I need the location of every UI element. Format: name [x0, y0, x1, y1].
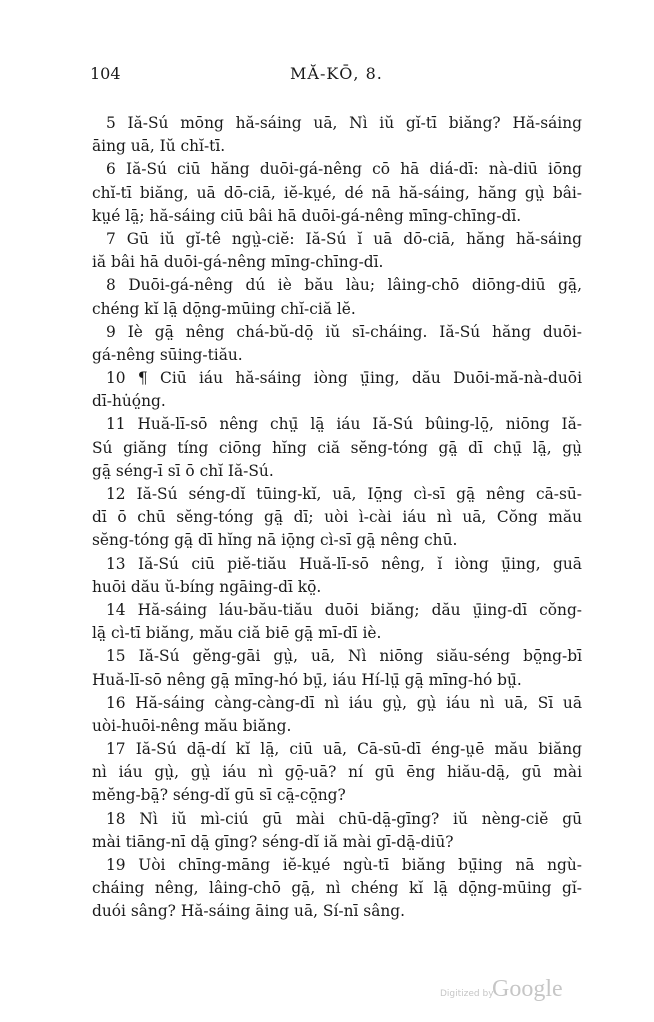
running-title: MĂ-KŌ, 8.: [290, 64, 383, 83]
text-line: Sú giăng tíng ciōng hĭng ciă sĕng-tóng gā̤ dī chṳ̄ lā̤, gṳ̀: [92, 438, 582, 457]
page-number: 104: [90, 64, 121, 83]
text-line: 10 ¶ Ciū iáu hă-sáing iòng ṳ̄ing, dău Duōi-mă-nà-duōi: [106, 369, 582, 388]
text-line: uòi-huōi-nêng mău biăng.: [92, 716, 292, 735]
text-line: 17 Iă-Sú dā̤-dí kĭ lā̤, ciū uā, Cā-sū-dī éng-ṳē mău biăng: [106, 740, 582, 759]
google-logo: Google: [492, 976, 563, 1002]
text-line: 13 Iă-Sú ciū piĕ-tiău Huă-lī-sō nêng, ĭ iòng ṳ̄ing, guā: [106, 554, 582, 573]
text-line: 15 Iă-Sú gĕng-gāi gṳ̀, uā, Nì niōng siău-séng bō̤ng-bī: [106, 647, 582, 666]
text-line: 9 Iè gā̤ nêng chá-bŭ-dō̤ iŭ sī-cháing. Iă-Sú hăng duōi-: [106, 322, 582, 341]
text-line: Huă-lī-sō nêng gā̤ mīng-hó bṳ̄, iáu Hí-lṳ̄ gā̤ mīng-hó bṳ̄.: [92, 670, 522, 689]
text-line: āing uā, Iŭ chĭ-tī.: [92, 137, 226, 156]
text-line: sĕng-tóng gā̤ dī hĭng nā iō̤ng cì-sī gā̤ nêng chū.: [92, 531, 458, 550]
watermark-prefix: Digitized by: [440, 989, 494, 999]
text-line: 11 Huă-lī-sō nêng chṳ̄ lā̤ iáu Iă-Sú bûing-lō̤, niōng Iă-: [106, 415, 582, 434]
text-line: nì iáu gṳ̀, gṳ̀ iáu nì gō̤-uā? ní gū ēng hiău-dā̤, gū mài: [92, 763, 582, 782]
text-line: 14 Hă-sáing láu-bău-tiău duōi biăng; dău ṳ̄ing-dī cŏng-: [106, 600, 582, 619]
text-line: 16 Hă-sáing càng-càng-dī nì iáu gṳ̀, gṳ̀ iáu nì uā, Sī uā: [106, 693, 582, 712]
text-line: 7 Gū iŭ gĭ-tê ngṳ̀-ciĕ: Iă-Sú ĭ uā dō-ciā, hăng hă-sáing: [106, 229, 582, 248]
digitized-by-google-watermark: [440, 976, 580, 1006]
text-line: 19 Uòi chīng-māng iĕ-kṳé ngù-tī biăng bṳ̄ing nā ngù-: [106, 856, 582, 874]
text-line: gā̤ séng-ī sī ō chĭ Iă-Sú.: [92, 461, 274, 480]
text-line: 12 Iă-Sú séng-dĭ tūing-kĭ, uā, Iō̤ng cì-sī gā̤ nêng cā-sū-: [106, 485, 582, 503]
text-line: mĕng-bā̤? séng-dĭ gū sī cā̤-cō̤ng?: [92, 786, 346, 805]
text-line: lā̤ cì-tī biăng, mău ciă biē gā̤ mī-dī iè.: [92, 624, 382, 643]
text-line: mài tiāng-nī dā̤ gīng? séng-dĭ iă mài gī-dā̤-diū?: [92, 832, 454, 851]
text-line: cháing nêng, lâing-chō gā̤, nì chéng kĭ lā̤ dō̤ng-mūing gĭ-: [92, 879, 582, 898]
text-line: 5 Iă-Sú mōng hă-sáing uā, Nì iŭ gĭ-tī biăng? Hă-sáing: [106, 114, 582, 132]
verse-text: [92, 112, 582, 924]
text-line: dī-hu̇ó̤ng.: [92, 392, 166, 411]
text-line: chéng kĭ lā̤ dō̤ng-mūing chĭ-ciă lĕ.: [92, 299, 356, 318]
text-line: kṳé lā̤; hă-sáing ciū bâi hā duōi-gá-nêng mīng-chīng-dī.: [92, 206, 522, 225]
text-line: dī ō chū sĕng-tóng gā̤ dī; uòi ì-cài iáu nì uā, Cŏng mău: [92, 508, 582, 527]
text-line: 8 Duōi-gá-nêng dú iè bău làu; lâing-chō diōng-diū gā̤,: [106, 276, 582, 295]
text-line: gá-nêng sūing-tiău.: [92, 345, 243, 364]
page-header: [90, 64, 590, 90]
text-line: huōi dău ŭ-bíng ngāing-dī kō̤.: [92, 577, 322, 596]
text-line: duói sâng? Hă-sáing āing uā, Sí-nī sâng.: [92, 902, 406, 921]
text-line: iă bâi hā duōi-gá-nêng mīng-chīng-dī.: [92, 253, 384, 272]
text-line: 18 Nì iŭ mì-ciú gū mài chū-dā̤-gīng? iŭ nèng-ciĕ gū: [106, 809, 582, 828]
text-line: 6 Iă-Sú ciū hăng duōi-gá-nêng cō hā diá-dī: nà-diū iōng: [106, 160, 582, 179]
text-line: chĭ-tī biăng, uā dō-ciā, iĕ-kṳé, dé nā hă-sáing, hăng gṳ̀ bâi-: [92, 183, 582, 202]
